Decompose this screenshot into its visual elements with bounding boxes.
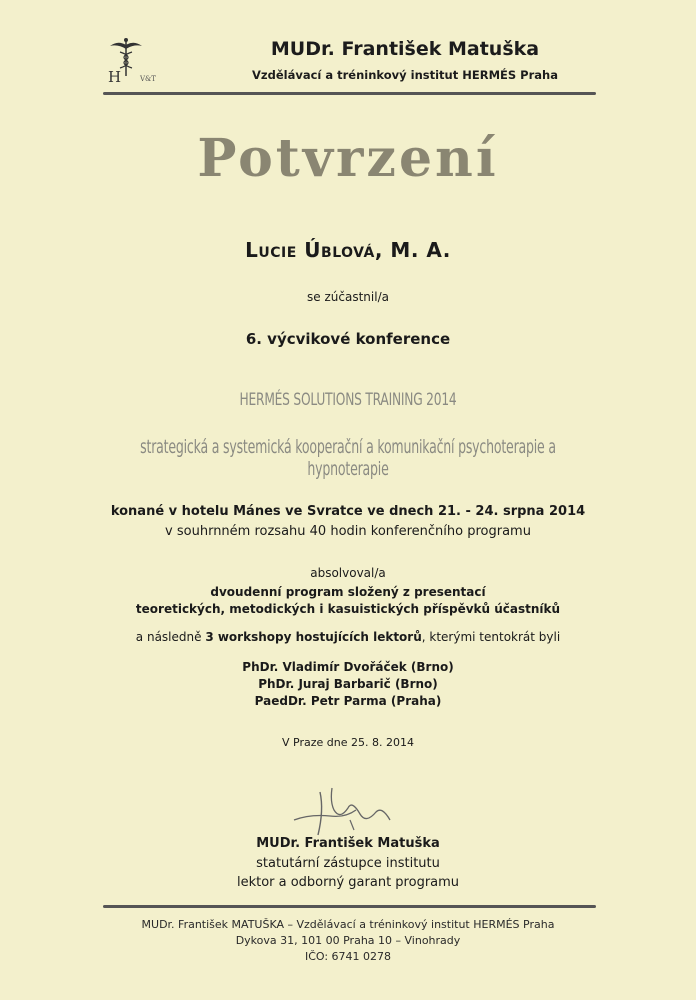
svg-text:V&T: V&T xyxy=(140,75,156,83)
signatory-role-2: lektor a odborný garant programu xyxy=(236,875,460,890)
workshops-line xyxy=(0,630,696,644)
header-name: MUDr. František Matuška xyxy=(270,38,540,60)
caduceus-logo xyxy=(106,36,162,86)
hours-line: v souhrnném rozsahu 40 hodin konferenčního programu xyxy=(165,524,531,539)
workshops-suffix: , kterými tentokrát byli xyxy=(421,630,561,644)
footer-divider xyxy=(103,905,596,908)
svg-text:H: H xyxy=(108,68,122,86)
document-title: Potvrzení xyxy=(197,128,499,189)
completed-text: absolvoval/a xyxy=(310,566,386,580)
header-divider xyxy=(103,92,596,95)
date-line: V Praze dne 25. 8. 2014 xyxy=(282,736,414,749)
conference-name: 6. výcvikové konference xyxy=(245,330,451,348)
signatory-role-1: statutární zástupce institutu xyxy=(256,856,440,871)
training-subtitle: strategická a systemická kooperační a komunikační psychoterapie a hypnoterapie xyxy=(140,436,556,480)
footer-line-1: MUDr. František MATUŠKA – Vzdělávací a tréninkový institut HERMÉS Praha xyxy=(141,918,555,931)
program-line-1: dvoudenní program složený z presentací xyxy=(210,585,486,599)
workshops-prefix: a následně xyxy=(135,630,206,644)
lecturer-item: PaedDr. Petr Parma (Praha) xyxy=(254,694,442,708)
participated-text: se zúčastnil/a xyxy=(307,290,389,304)
footer-line-2: Dykova 31, 101 00 Praha 10 – Vinohrady xyxy=(235,934,461,947)
held-line: konané v hotelu Mánes ve Svratce ve dnech 21. - 24. srpna 2014 xyxy=(110,504,586,519)
workshops-bold: 3 workshopy hostujících lektorů xyxy=(205,630,422,644)
program-line-2: teoretických, metodických i kasuistických příspěvků účastníků xyxy=(135,602,561,616)
footer-line-3: IČO: 6741 0278 xyxy=(304,950,392,963)
lecturer-item: PhDr. Juraj Barbarič (Brno) xyxy=(258,677,438,691)
training-title: HERMÉS SOLUTIONS TRAINING 2014 xyxy=(239,390,457,410)
header-institute: Vzdělávací a tréninkový institut HERMÉS Praha xyxy=(252,68,558,82)
recipient-name: Lucie Úblová, M. A. xyxy=(245,238,451,262)
lecturer-item: PhDr. Vladimír Dvořáček (Brno) xyxy=(242,660,454,674)
signatory-name: MUDr. František Matuška xyxy=(256,836,440,851)
